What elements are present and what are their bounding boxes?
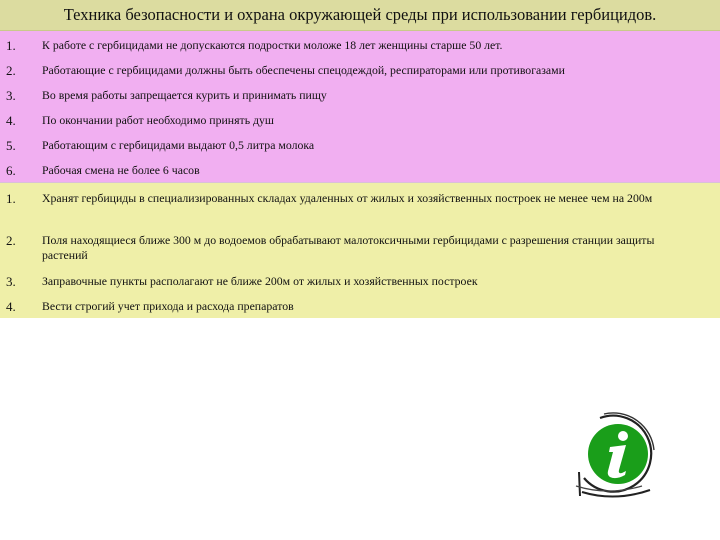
item-number: 6.	[6, 163, 16, 178]
item-text: Вести строгий учет прихода и расхода препаратов	[42, 299, 294, 313]
item-text: Рабочая смена не более 6 часов	[42, 163, 200, 177]
item-number: 5.	[6, 138, 16, 153]
item-text: Работающим с гербицидами выдают 0,5 литра молока	[42, 138, 315, 152]
item-number: 2.	[6, 63, 16, 78]
item-number: 4.	[6, 113, 16, 128]
item-text: Работающие с гербицидами должны быть обеспечены спецодеждой, респираторами или противогазами	[42, 63, 565, 77]
item-number: 3.	[6, 274, 16, 289]
environment-section	[0, 183, 720, 318]
item-text: Во время работы запрещается курить и принимать пищу	[42, 88, 327, 102]
info-icon[interactable]	[570, 410, 665, 500]
item-text: К работе с гербицидами не допускаются подростки моложе 18 лет женщины старше 50 лет.	[42, 38, 503, 52]
item-text: Хранят гербициды в специализированных складах удаленных от жилых и хозяйственных построек не менее чем на 200м	[42, 191, 653, 205]
personal-safety-section	[0, 31, 720, 182]
item-text: По окончании работ необходимо принять душ	[42, 113, 275, 127]
item-number: 1.	[6, 38, 16, 53]
item-number: 1.	[6, 191, 16, 206]
item-text: Заправочные пункты располагают не ближе 200м от жилых и хозяйственных построек	[42, 274, 478, 288]
slide-title: Техника безопасности и охрана окружающей среды при использовании гербицидов.	[0, 0, 720, 31]
item-number: 4.	[6, 299, 16, 314]
item-number: 3.	[6, 88, 16, 103]
item-text: Поля находящиеся ближе 300 м до водоемов обрабатывают малотоксичными гербицидами с разрешения станции защиты растений	[42, 233, 655, 262]
item-number: 2.	[6, 233, 16, 248]
